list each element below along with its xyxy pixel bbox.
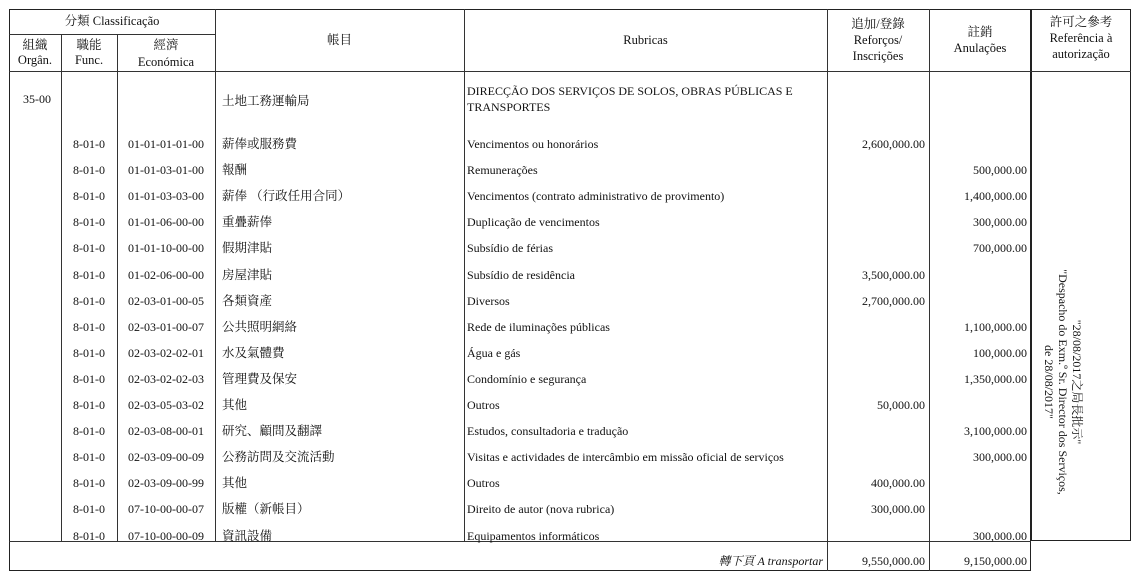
- economic-header-pt: Económica: [137, 55, 195, 69]
- account-name-zh: 公共照明網絡: [222, 320, 298, 334]
- cancellation-amount: 700,000.00: [973, 241, 1027, 255]
- account-name-zh: 假期津貼: [222, 241, 273, 255]
- functional-code: 8-01-0: [73, 346, 105, 360]
- economic-code: 01-01-03-03-00: [128, 189, 204, 203]
- account-name-zh: 管理費及保安: [222, 372, 298, 386]
- account-name-zh: 水及氣體費: [222, 346, 285, 360]
- reinforcement-header-pt1: Reforços/: [853, 33, 903, 47]
- organic-header-pt: Orgân.: [17, 53, 53, 67]
- rubric-name-pt: Água e gás: [467, 346, 521, 360]
- account-name-zh: 研究、顧問及翻譯: [222, 424, 323, 438]
- functional-code: 8-01-0: [73, 450, 105, 464]
- account-name-zh: 公務訪問及交流活動: [222, 450, 335, 464]
- functional-code: 8-01-0: [73, 476, 105, 490]
- functional-code: 8-01-0: [73, 372, 105, 386]
- account-name-zh: 房屋津貼: [222, 268, 273, 282]
- cancellation-header-zh: 註銷: [967, 25, 993, 39]
- reinforcement-header-zh: 追加/登錄: [851, 17, 905, 31]
- rubric-name-pt: Vencimentos (contrato administrativo de provimento): [467, 189, 725, 203]
- rubric-name-pt: Outros: [467, 476, 500, 490]
- cancellation-amount: 3,100,000.00: [964, 424, 1027, 438]
- cancellation-amount: 500,000.00: [973, 163, 1027, 177]
- functional-code: 8-01-0: [73, 268, 105, 282]
- rubric-name-pt: Visitas e actividades de intercâmbio em missão oficial de serviços: [467, 450, 784, 464]
- total-reinforcements: 9,550,000.00: [862, 554, 925, 568]
- economic-code: 02-03-09-00-09: [128, 450, 204, 464]
- reinforcement-amount: 300,000.00: [871, 502, 925, 516]
- account-name-zh: 重疊薪俸: [222, 215, 273, 229]
- economic-code: 02-03-01-00-07: [128, 320, 204, 334]
- rubric-name-pt: Outros: [467, 398, 500, 412]
- economic-code: 07-10-00-00-07: [128, 502, 204, 516]
- functional-code: 8-01-0: [73, 241, 105, 255]
- cancellation-amount: 100,000.00: [973, 346, 1027, 360]
- budget-table: [9, 9, 1131, 571]
- functional-code: 8-01-0: [73, 163, 105, 177]
- organ-code: 35-00: [23, 92, 51, 106]
- account-header: 帳目: [326, 33, 352, 47]
- rubric-header: Rubricas: [623, 33, 668, 47]
- cancellation-amount: 1,100,000.00: [964, 320, 1027, 334]
- reinforcement-amount: 2,700,000.00: [862, 294, 925, 308]
- reinforcement-amount: 50,000.00: [877, 398, 925, 412]
- account-name-zh: 各類資產: [222, 294, 273, 308]
- economic-code: 01-01-10-00-00: [128, 241, 204, 255]
- economic-code: 07-10-00-00-09: [128, 529, 204, 543]
- economic-code: 02-03-05-03-02: [128, 398, 204, 412]
- rubric-name-pt: Diversos: [467, 294, 510, 308]
- functional-code: 8-01-0: [73, 529, 105, 543]
- cancellation-amount: 300,000.00: [973, 215, 1027, 229]
- economic-header-zh: 經濟: [153, 38, 179, 52]
- cancellation-amount: 300,000.00: [973, 450, 1027, 464]
- economic-code: 02-03-08-00-01: [128, 424, 204, 438]
- functional-header-zh: 職能: [76, 38, 102, 52]
- reinforcement-amount: 3,500,000.00: [862, 268, 925, 282]
- account-name-zh: 薪俸或服務費: [222, 137, 298, 151]
- account-name-zh: 資訊設備: [222, 529, 273, 543]
- functional-code: 8-01-0: [73, 215, 105, 229]
- rubric-name-pt: Rede de iluminações públicas: [467, 320, 610, 334]
- rubric-name-pt: Equipamentos informáticos: [467, 529, 600, 543]
- organ-name-pt-line2: TRANSPORTES: [467, 100, 551, 114]
- organic-header-zh: 組織: [22, 38, 48, 52]
- rubric-name-pt: Vencimentos ou honorários: [467, 137, 599, 151]
- account-name-zh: 其他: [222, 476, 248, 490]
- economic-code: 01-01-03-01-00: [128, 163, 204, 177]
- functional-code: 8-01-0: [73, 137, 105, 151]
- total-cancellations: 9,150,000.00: [964, 554, 1027, 568]
- functional-code: 8-01-0: [73, 189, 105, 203]
- economic-code: 02-03-02-02-01: [128, 346, 204, 360]
- classification-header: 分類 Classificação: [64, 14, 160, 28]
- account-name-zh: 其他: [222, 398, 248, 412]
- rubric-name-pt: Remunerações: [467, 163, 538, 177]
- cancellation-amount: 1,400,000.00: [964, 189, 1027, 203]
- authorization-note-line2: "Despacho do Exm.º Sr. Director dos Serviços,: [1056, 269, 1070, 495]
- account-name-zh: 報酬: [222, 163, 248, 177]
- account-name-zh: 版權（新帳目）: [222, 502, 310, 516]
- functional-code: 8-01-0: [73, 294, 105, 308]
- economic-code: 02-03-02-02-03: [128, 372, 204, 386]
- functional-code: 8-01-0: [73, 424, 105, 438]
- economic-code: 02-03-01-00-05: [128, 294, 204, 308]
- rubric-name-pt: Subsídio de férias: [467, 241, 553, 255]
- functional-code: 8-01-0: [73, 502, 105, 516]
- economic-code: 02-03-09-00-99: [128, 476, 204, 490]
- organ-name-zh: 土地工務運輸局: [222, 94, 310, 108]
- rubric-name-pt: Direito de autor (nova rubrica): [467, 502, 615, 516]
- rubric-name-pt: Duplicação de vencimentos: [467, 215, 600, 229]
- functional-code: 8-01-0: [73, 320, 105, 334]
- economic-code: 01-01-06-00-00: [128, 215, 204, 229]
- cancellation-header-pt: Anulações: [953, 41, 1007, 55]
- account-name-zh: 薪俸 （行政任用合同）: [222, 189, 351, 203]
- cancellation-amount: 300,000.00: [973, 529, 1027, 543]
- reinforcement-amount: 400,000.00: [871, 476, 925, 490]
- rubric-name-pt: Condomínio e segurança: [467, 372, 587, 386]
- reinforcement-amount: 2,600,000.00: [862, 137, 925, 151]
- reinforcement-header-pt2: Inscrições: [852, 49, 904, 63]
- cancellation-amount: 1,350,000.00: [964, 372, 1027, 386]
- rubric-name-pt: Subsídio de residência: [467, 268, 575, 282]
- authorization-note-line1: "28/08/2017之局長批示": [1070, 319, 1084, 445]
- organ-name-pt-line1: DIRECÇÃO DOS SERVIÇOS DE SOLOS, OBRAS PÚBLICAS E: [467, 84, 793, 98]
- economic-code: 01-01-01-01-00: [128, 137, 204, 151]
- rubric-name-pt: Estudos, consultadoria e tradução: [467, 424, 629, 438]
- economic-code: 01-02-06-00-00: [128, 268, 204, 282]
- carry-forward-label: 轉下頁 A transportar: [718, 554, 823, 568]
- authorization-header-pt1: Referência à: [1049, 31, 1113, 45]
- authorization-note-line3: de 28/08/2017": [1042, 345, 1056, 419]
- functional-header-pt: Func.: [74, 53, 104, 67]
- functional-code: 8-01-0: [73, 398, 105, 412]
- authorization-header-zh: 許可之參考: [1049, 15, 1113, 29]
- authorization-header-pt2: autorização: [1052, 47, 1110, 61]
